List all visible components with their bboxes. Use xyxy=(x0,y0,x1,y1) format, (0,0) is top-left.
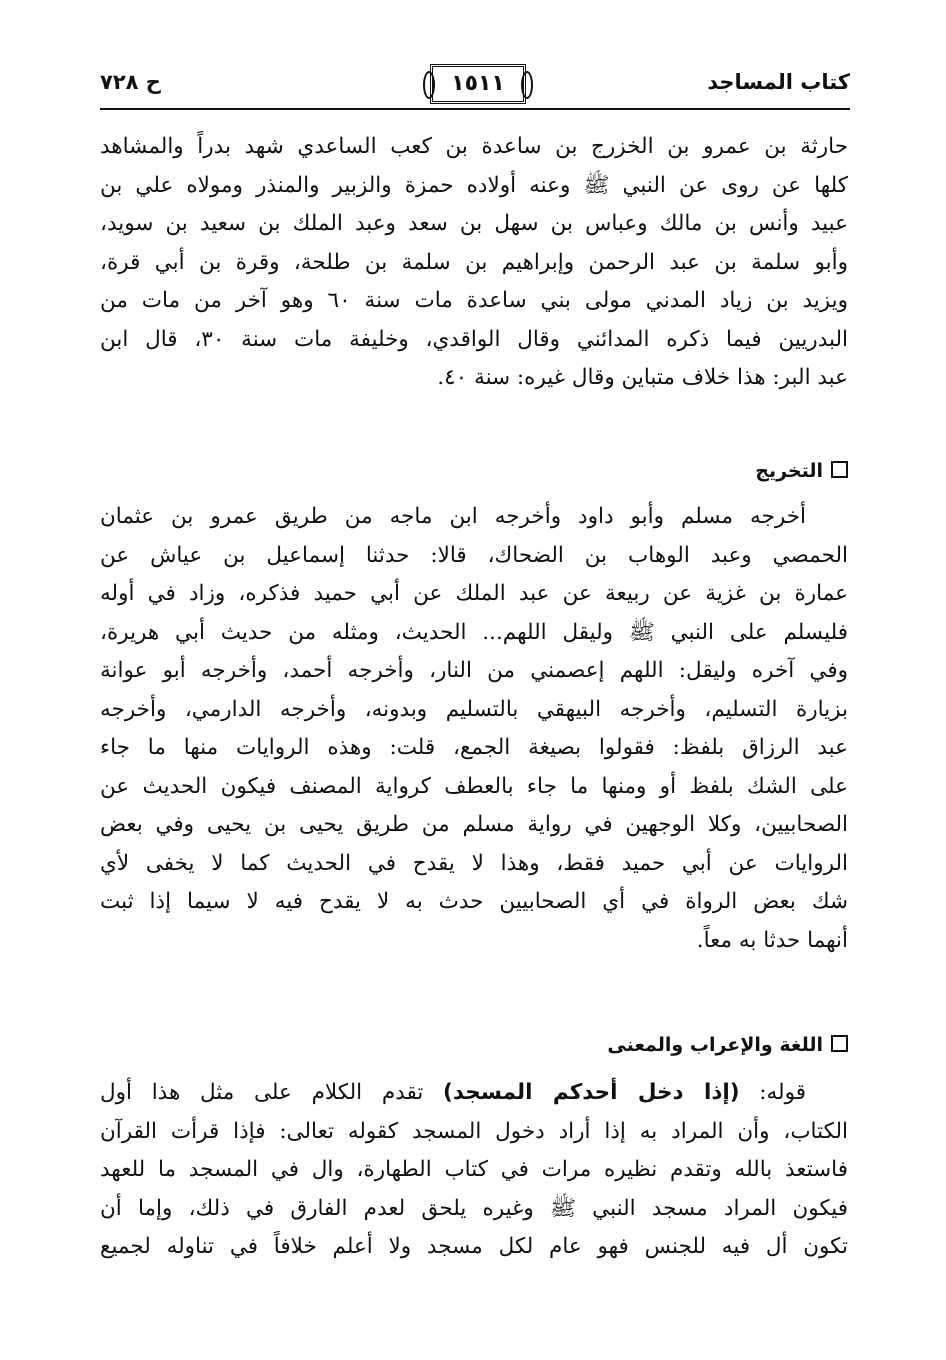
checkbox-square-icon xyxy=(831,1035,848,1052)
text-line: البدريين فيما ذكره المدائني وقال الواقدي، وخليفة مات سنة ٣٠، قال ابن xyxy=(100,326,848,352)
takhrij-paragraph xyxy=(100,498,848,960)
text-line: حارثة بن عمرو بن الخزرج بن ساعدة بن كعب الساعدي شهد بدراً والمشاهد xyxy=(100,134,848,159)
text-line: تكون أل فيه للجنس فهو عام لكل مسجد ولا أعلم خلافاً في تناوله لجميع xyxy=(100,1234,848,1259)
text-line: الكتاب، وأن المراد به إذا أراد دخول المسجد كقوله تعالى: فإذا قرأت القرآن xyxy=(100,1118,848,1144)
text-line: بزيارة التسليم، وأخرجه البيهقي بالتسليم وبدونه، وأخرجه الدارمي، وأخرجه xyxy=(100,696,848,722)
quoted-phrase: (إذا دخل أحدكم المسجد) xyxy=(443,1080,740,1105)
text-line: الروايات عن أبي حميد فقط، وهذا لا يقدح في الحديث كما لا يخفى لأي xyxy=(100,850,848,876)
text-line: وفي آخره وليقل: اللهم إعصمني من النار، وأخرجه أحمد، وأخرجه أبو عوانة xyxy=(100,658,848,683)
text-line xyxy=(100,1074,848,1113)
running-header xyxy=(100,64,850,104)
text-line: أخرجه مسلم وأبو داود وأخرجه ابن ماجه من طريق عمرو بن عثمان xyxy=(100,504,806,529)
bio-paragraph xyxy=(100,128,848,398)
page-number: ١٥١١ xyxy=(430,64,526,104)
text-line: فليسلم على النبي ﷺ وليقل اللهم... الحديث، ومثله من حديث أبي هريرة، xyxy=(100,619,848,645)
hadith-number: ح ٧٢٨ xyxy=(100,70,161,94)
text-line: عبد البر: هذا خلاف متباين وقال غيره: سنة ٤٠. xyxy=(437,365,848,390)
text-line: عبيد وأنس بن مالك وعباس بن سهل بن سعد وعبد الملك بن سعيد بن سويد، xyxy=(100,211,848,236)
heading-text: التخريج xyxy=(755,460,823,482)
quote-rest: تقدم الكلام على مثل هذا أول xyxy=(100,1080,444,1105)
text-line: على الشك بلفظ أو ومنها ما جاء بالعطف كرواية المصنف فيكون الحديث عن xyxy=(100,773,848,799)
checkbox-square-icon xyxy=(831,461,848,478)
text-line: الصحابيين، وكلا الوجهين في رواية مسلم من طريق يحيى بن يحيى وفي بعض xyxy=(100,812,848,837)
text-line: فاستعذ بالله وتقدم نظيره مرات في كتاب الطهارة، وال في المسجد ما للعهد xyxy=(100,1157,848,1182)
text-line: وأبو سلمة بن عبد الرحمن وإبراهيم بن سلمة بن طلحة، وقرة بن أبي قرة، xyxy=(100,249,848,275)
text-line: أنهما حدثا به معاً. xyxy=(696,927,848,953)
text-line: عبد الرزاق بلفظ: فقولوا بصيغة الجمع، قلت: وهذه الروايات منها ما جاء xyxy=(100,735,848,760)
book-title: كتاب المساجد xyxy=(707,70,850,94)
section-heading-takhrij xyxy=(755,456,848,486)
quote-prefix: قوله: xyxy=(739,1080,806,1105)
text-line: الحمصي وعبد الوهاب بن الضحاك، قالا: حدثنا إسماعيل بن عياش عن xyxy=(100,542,848,568)
header-rule xyxy=(100,108,850,110)
lugha-paragraph xyxy=(100,1074,848,1267)
text-line: شك بعض الرواة في أي الصحابيين حدث به لا يقدح فيه لا سيما إذا ثبت xyxy=(100,889,848,914)
text-line: كلها عن روى عن النبي ﷺ وعنه أولاده حمزة والزبير والمنذر ومولاه علي بن xyxy=(100,172,848,198)
text-line: ويزيد بن زياد المدني مولى بني ساعدة مات سنة ٦٠ وهو آخر من مات من xyxy=(100,288,848,313)
section-heading-lugha xyxy=(607,1030,848,1060)
text-line: عمارة بن غزية عن ربيعة عن عبد الملك عن أبي حميد فذكره، وزاد في أوله xyxy=(100,581,848,606)
heading-text: اللغة والإعراب والمعنى xyxy=(607,1034,823,1056)
text-line: فيكون المراد مسجد النبي ﷺ وغيره يلحق لعدم الفارق في ذلك، وإما أن xyxy=(100,1195,848,1221)
